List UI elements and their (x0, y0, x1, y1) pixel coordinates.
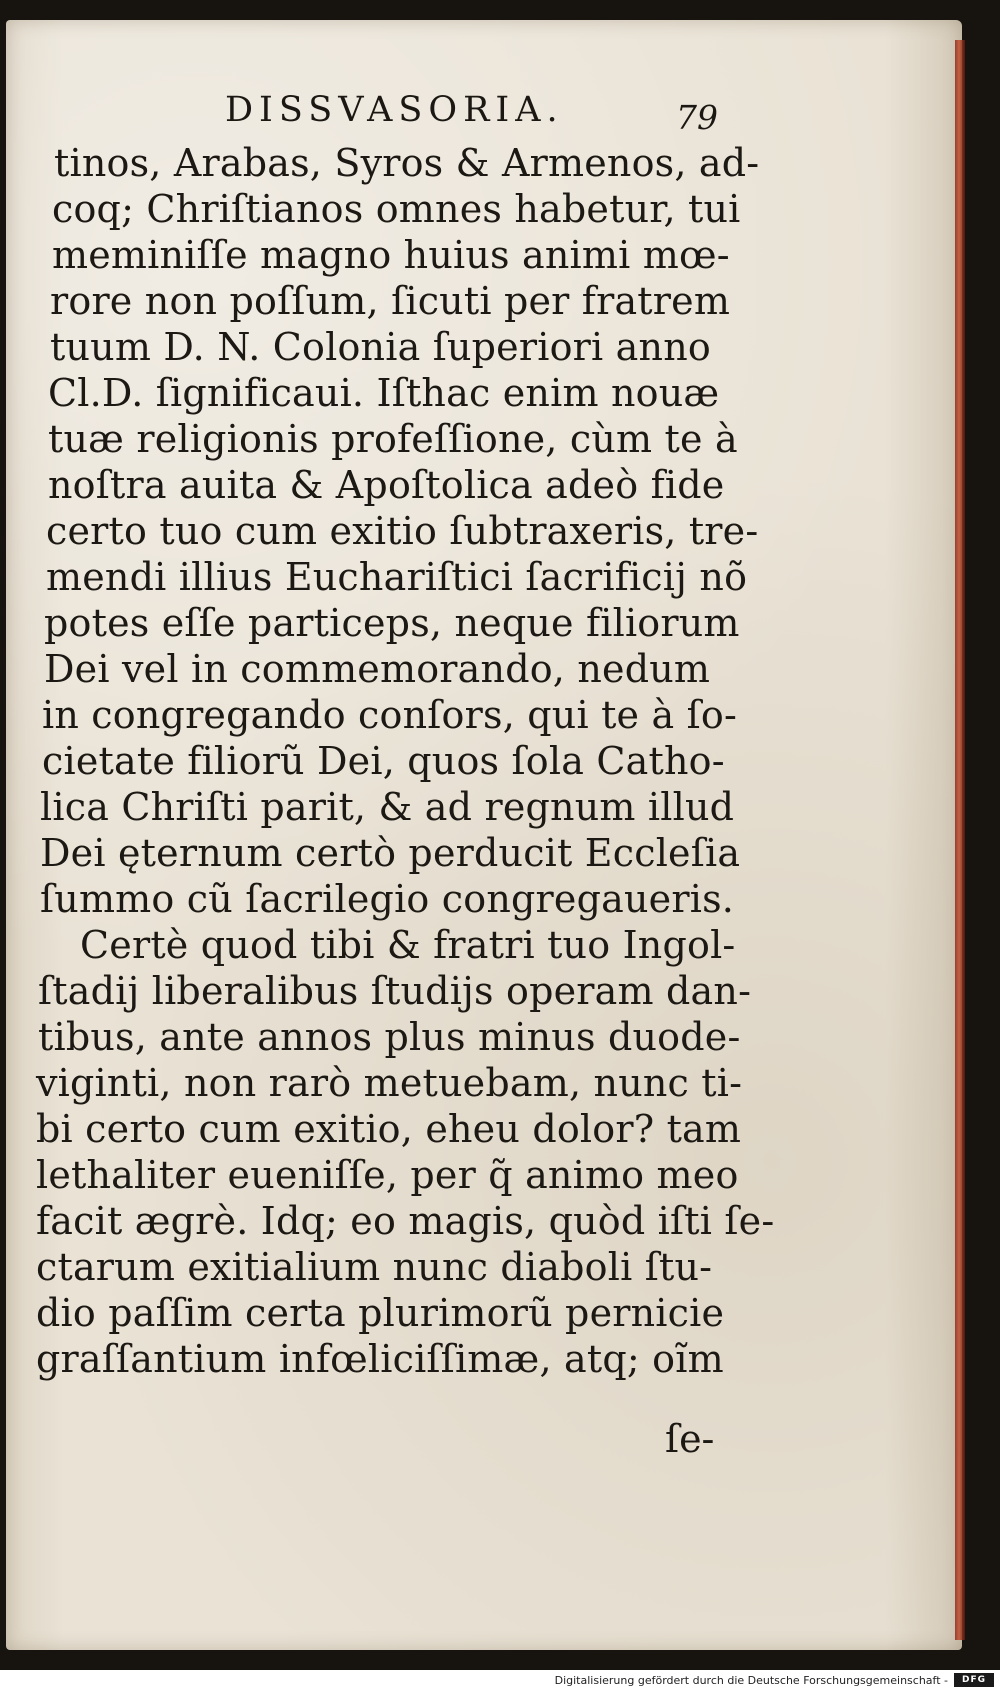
catchword: ſe- (665, 1417, 715, 1461)
text-line: tinos, Arabas, Syros & Armenos, ad- (54, 141, 760, 185)
text-line: mendi illius Euchariſtici ſacrificij nõ (46, 555, 748, 599)
text-line: Dei vel in commemorando, nedum (44, 647, 711, 691)
text-line: dio paſſim certa plurimorũ pernicie (36, 1291, 725, 1335)
text-line: lethaliter eueniſſe, per q̃ animo meo (36, 1153, 739, 1197)
text-line: viginti, non rarò metuebam, nunc ti- (36, 1061, 743, 1105)
digitization-credit: Digitalisierung gefördert durch die Deutsche Forschungsgemeinschaft - (554, 1674, 948, 1687)
text-line: facit ægrè. Idq; eo magis, quòd iſti ſe- (36, 1199, 775, 1243)
text-line: tibus, ante annos plus minus duode- (38, 1015, 741, 1059)
text-line: rore non poſſum, ſicuti per fratrem (50, 279, 731, 323)
text-line: bi certo cum exitio, eheu dolor? tam (36, 1107, 742, 1151)
text-line: lica Chriſti parit, & ad regnum illud (40, 785, 735, 829)
text-line: Dei ęternum certò perducit Eccleſia (40, 831, 741, 875)
text-line: coq; Chriſtianos omnes habetur, tui (52, 187, 741, 231)
running-head: DISSVASORIA. (225, 90, 564, 130)
text-line: Cl.D. ſignificaui. Iſthac enim nouæ (48, 371, 720, 415)
page-edge (955, 40, 965, 1640)
text-line: Certè quod tibi & fratri tuo Ingol- (80, 923, 736, 967)
text-line: ſummo cũ ſacrilegio congregaueris. (40, 877, 735, 921)
text-line: certo tuo cum exitio ſubtraxeris, tre- (46, 509, 759, 553)
text-line: noſtra auita & Apoſtolica adeò fide (48, 463, 725, 507)
text-line: meminiſſe magno huius animi mœ- (52, 233, 730, 277)
text-line: ſtadij liberalibus ſtudijs operam dan- (38, 969, 752, 1013)
text-line: graſſantium infœliciſſimæ, atq; oĩm (36, 1337, 724, 1381)
text-line: tuum D. N. Colonia ſuperiori anno (50, 325, 711, 369)
text-line: potes eſſe particeps, neque filiorum (44, 601, 740, 645)
page-number: 79 (676, 98, 718, 137)
text-line: in congregando conſors, qui te à ſo- (42, 693, 738, 737)
text-line: cietate filiorũ Dei, quos ſola Catho- (42, 739, 725, 783)
text-line: ctarum exitialium nunc diaboli ſtu- (36, 1245, 713, 1289)
dfg-logo: DFG (954, 1673, 994, 1687)
text-line: tuæ religionis profeſſione, cùm te à (48, 417, 738, 461)
